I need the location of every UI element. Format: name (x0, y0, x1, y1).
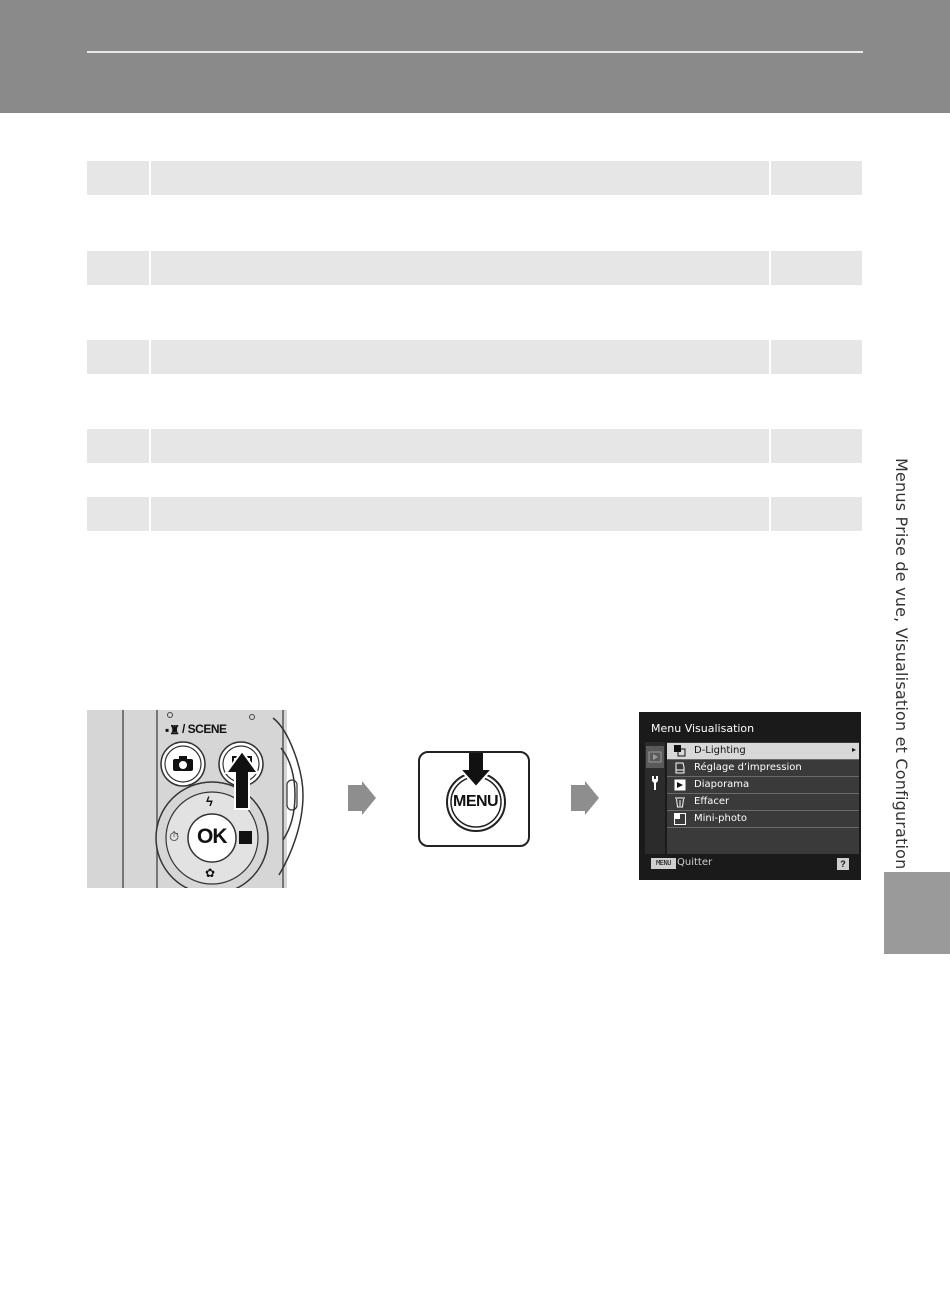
lcd-title: Menu Visualisation (651, 722, 755, 735)
table-row (87, 340, 862, 374)
menu-button[interactable]: MENU (453, 793, 499, 810)
help-icon[interactable]: ? (837, 858, 849, 870)
d-lighting-icon (674, 745, 686, 757)
side-tab-label: Menus Prise de vue, Visualisation et Configuration (892, 458, 911, 870)
tab-setup[interactable] (646, 772, 664, 794)
camera-grip-outline (269, 710, 309, 880)
print-order-icon (674, 762, 686, 774)
list-item[interactable] (667, 777, 859, 794)
self-timer-icon: ⏱ (169, 829, 180, 844)
small-picture-icon (674, 813, 686, 825)
lcd-menu-list (667, 742, 859, 854)
press-arrow-icon (224, 749, 260, 811)
chevron-right-icon: ▸ (851, 745, 856, 754)
next-step-arrow-icon (571, 781, 599, 815)
list-item-label: D-Lighting (694, 745, 746, 756)
side-thumb-tab (884, 872, 950, 954)
list-item-label: Effacer (694, 796, 730, 807)
table-row (87, 161, 862, 195)
tab-playback[interactable] (646, 746, 664, 768)
macro-icon: ✿ (205, 866, 216, 880)
page-header-band (0, 0, 950, 113)
exposure-compensation-icon (239, 831, 252, 844)
table-row (87, 251, 862, 285)
footer-menu-chip: MENU (651, 858, 676, 869)
list-item-label: Réglage d’impression (694, 762, 802, 773)
list-item[interactable] (667, 743, 859, 760)
list-item-label: Mini-photo (694, 813, 747, 824)
list-item[interactable] (667, 794, 859, 811)
table-row (87, 497, 862, 531)
lcd-sidebar (645, 742, 665, 854)
camera-lcd-screen (639, 712, 861, 880)
ok-button[interactable]: OK (197, 825, 227, 848)
quit-label: Quitter (677, 857, 713, 868)
trash-icon (674, 796, 686, 808)
flash-icon: ϟ (206, 794, 213, 809)
next-step-arrow-icon (348, 781, 376, 815)
list-item-label: Diaporama (694, 779, 750, 790)
slideshow-icon (674, 779, 686, 791)
movie-icon: ▪♜ (165, 723, 181, 737)
mode-label: / SCENE (182, 722, 227, 736)
list-item[interactable] (667, 811, 859, 828)
camera-back-illustration (87, 710, 287, 888)
list-item[interactable] (667, 760, 859, 777)
table-row (87, 429, 862, 463)
menu-key-illustration (418, 751, 530, 847)
camera-icon[interactable] (172, 756, 194, 772)
header-rule (87, 51, 863, 53)
